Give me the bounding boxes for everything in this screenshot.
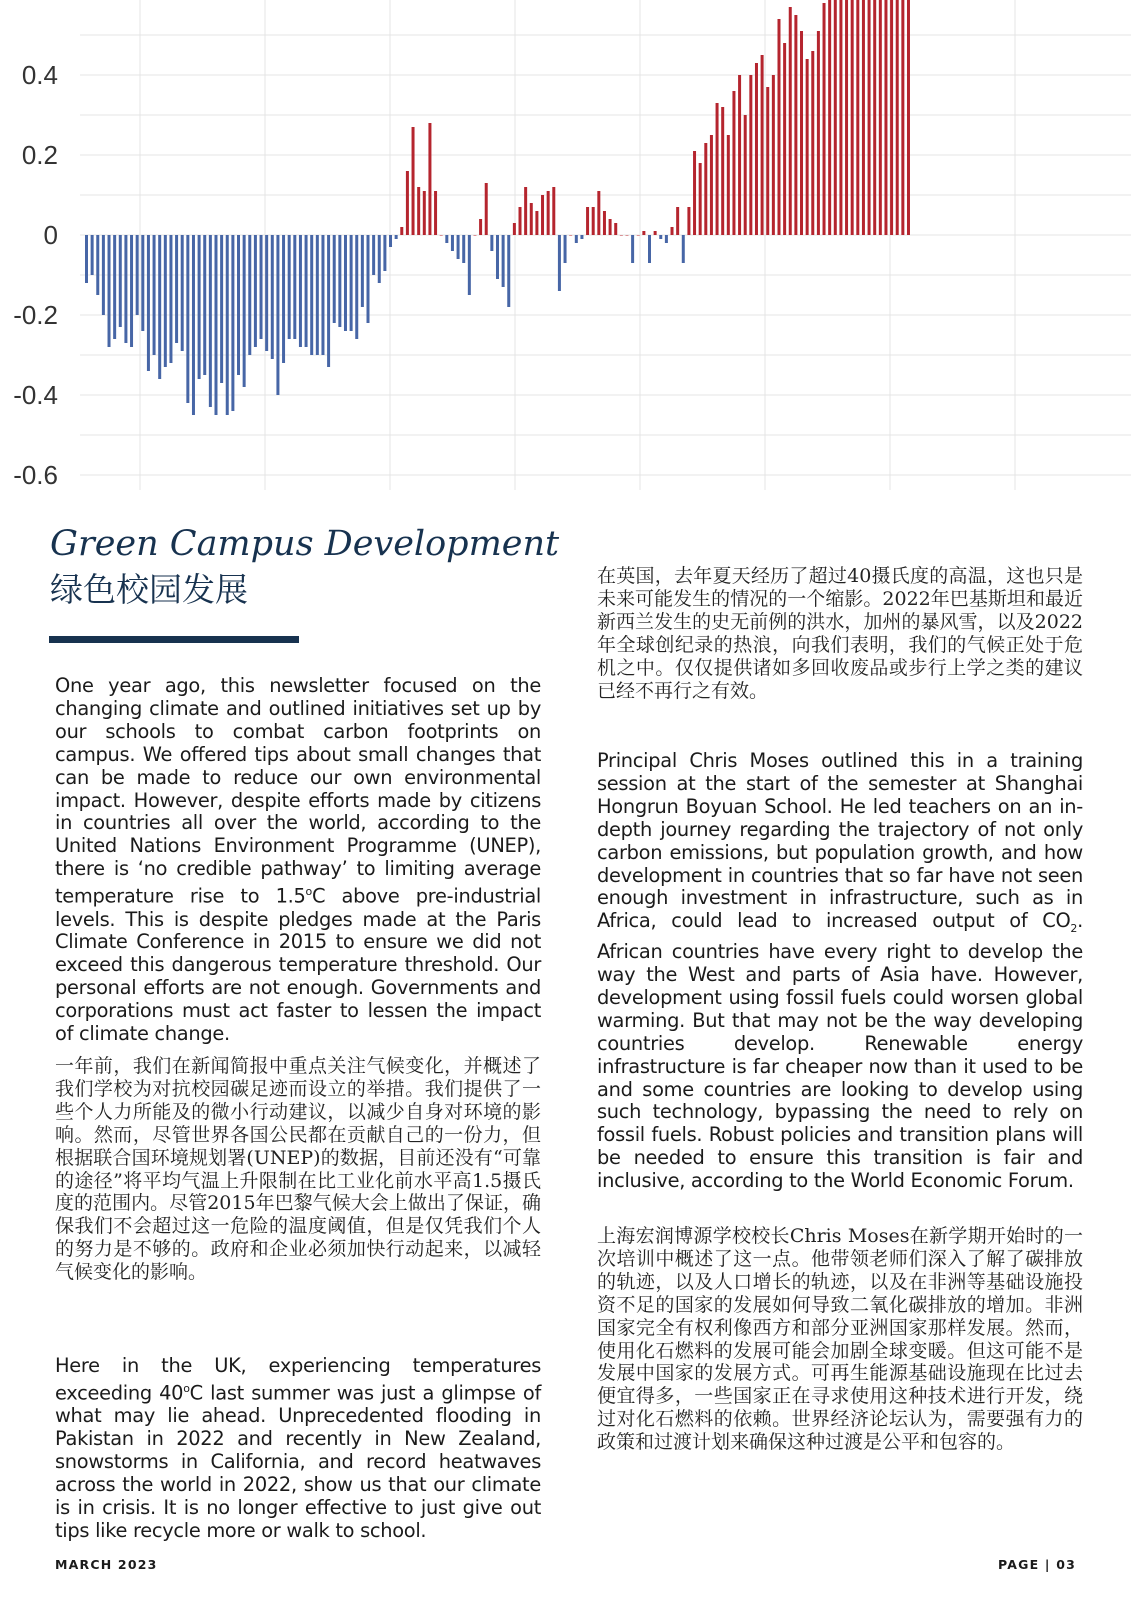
chart-bar xyxy=(198,235,201,379)
chart-bar xyxy=(141,235,144,331)
chart-bar xyxy=(310,235,313,355)
chart-bar xyxy=(823,3,826,235)
chart-bar xyxy=(648,235,651,263)
chart-bar xyxy=(96,235,99,295)
chart-bar xyxy=(710,135,713,235)
chart-bar xyxy=(654,231,657,235)
chart-bar xyxy=(395,235,398,239)
chart-bar xyxy=(761,55,764,235)
chart-bar xyxy=(147,235,150,371)
chart-bar xyxy=(108,235,111,347)
chart-bar xyxy=(192,235,195,415)
chart-bar xyxy=(186,235,189,403)
chart-bar xyxy=(293,235,296,339)
title-underline-divider xyxy=(49,636,299,643)
chart-bar xyxy=(372,235,375,275)
chart-bar xyxy=(845,0,848,235)
chart-bar xyxy=(130,235,133,347)
chart-bar xyxy=(231,235,234,411)
chart-bar xyxy=(631,235,634,263)
chart-bar xyxy=(473,235,476,236)
chart-bar xyxy=(755,63,758,235)
chart-bar xyxy=(434,191,437,235)
chart-bar xyxy=(153,235,156,355)
chart-bar xyxy=(817,31,820,235)
chart-bar xyxy=(738,75,741,235)
chart-bar xyxy=(884,0,887,235)
chart-bar xyxy=(136,235,139,315)
y-tick-label: 0.4 xyxy=(21,60,58,90)
chart-bar xyxy=(552,187,555,235)
chart-bar xyxy=(693,151,696,235)
chart-bar xyxy=(665,235,668,243)
chart-bar xyxy=(868,0,871,235)
chart-bar xyxy=(299,235,302,347)
chart-bar xyxy=(777,19,780,235)
chart-bar xyxy=(214,235,217,415)
chart-bar xyxy=(834,0,837,235)
chart-bar xyxy=(558,235,561,291)
chart-bar xyxy=(547,191,550,235)
paragraph-3-english: Principal Chris Moses outlined this in a training session at the start of the semester at Shanghai Hongrun Boyuan School. He led teachers on an in-depth journey regarding the trajectory of not only carbon emissions, but population growth, and how development in countries that so far have not seen enough investment in infrastructure, such as in Africa, could lead to increased output of $CO_2$. African countries have every right to develop the way the West and parts of Asia have. However, development using fossil fuels could worsen global warming. But that may not be the way developing countries develop. Renewable energy infrastructure is far cheaper now than it used to be and some countries are looking to develop using such technology, bypassing the need to rely on fossil fuels. Robust policies and transition plans will be needed to ensure this transition is fair and inclusive, according to the World Economic Forum. xyxy=(597,749,1083,1193)
chart-bar xyxy=(901,0,904,235)
chart-bar xyxy=(254,235,257,347)
chart-bar xyxy=(620,235,623,236)
chart-bar xyxy=(507,235,510,307)
chart-bar xyxy=(569,235,572,236)
y-tick-label: -0.4 xyxy=(13,380,58,410)
chart-bar xyxy=(890,0,893,235)
chart-bar xyxy=(355,235,358,339)
chart-bar xyxy=(614,223,617,235)
chart-bar xyxy=(749,75,752,235)
chart-bar xyxy=(642,231,645,235)
paragraph-1-chinese: 一年前，我们在新闻简报中重点关注气候变化，并概述了我们学校为对抗校园碳足迹而设立的举措。我们提供了一些个人力所能及的微小行动建议，以减少自身对环境的影响。然而，尽管世界各国公民都在贡献自己的一份力，但根据联合国环境规划署(UNEP)的数据，目前还没有“可靠的途径”将平均气温上升限制在比工业化前水平高1.5摄氏度的范围内。尽管2015年巴黎气候大会上做出了保证，确保我们不会超过这一危险的温度阈值，但是仅凭我们个人的努力是不够的。政府和企业必须加快行动起来，以减轻气候变化的影响。 xyxy=(55,1055,541,1284)
paragraph-3-chinese: 上海宏润博源学校校长Chris Moses在新学期开始时的一次培训中概述了这一点。他带领老师们深入了解了碳排放的轨迹，以及人口增长的轨迹，以及在非洲等基础设施投资不足的国家的发展如何导致二氧化碳排放的增加。非洲国家完全有权利像西方和部分亚洲国家那样发展。然而，使用化石燃料的发展可能会加剧全球变暖。但这可能不是发展中国家的发展方式。可再生能源基础设施现在比过去便宜得多，一些国家正在寻求使用这种技术进行开发，绕过对化石燃料的依赖。世界经济论坛认为，需要强有力的政策和过渡计划来确保这种过渡是公平和包容的。 xyxy=(597,1225,1083,1454)
chart-bar xyxy=(524,187,527,235)
chart-bar xyxy=(530,203,533,235)
chart-bar xyxy=(175,235,178,343)
chart-bar xyxy=(344,235,347,331)
chart-bar xyxy=(575,235,578,243)
chart-bar xyxy=(321,235,324,355)
y-tick-label: 0.2 xyxy=(21,140,58,170)
chart-bar xyxy=(316,235,319,355)
y-tick-label: -0.6 xyxy=(13,460,58,490)
chart-bar xyxy=(496,235,499,279)
chart-bar xyxy=(744,115,747,235)
chart-bar xyxy=(361,235,364,307)
chart-bar xyxy=(102,235,105,315)
chart-bar xyxy=(682,235,685,263)
chart-bar xyxy=(260,235,263,339)
chart-bar xyxy=(839,0,842,235)
chart-bar xyxy=(226,235,229,415)
paragraph-2-chinese: 在英国，去年夏天经历了超过40摄氏度的高温，这也只是未来可能发生的情况的一个缩影。2022年巴基斯坦和最近新西兰发生的史无前例的洪水，加州的暴风雪，以及2022年全球创纪录的热浪，向我们表明，我们的气候正处于危机之中。仅仅提供诸如多回收废品或步行上学之类的建议已经不再行之有效。 xyxy=(597,565,1083,702)
chart-bar xyxy=(873,0,876,235)
chart-bar xyxy=(586,207,589,235)
chart-bar xyxy=(440,235,443,236)
chart-bar xyxy=(305,235,308,347)
chart-bar xyxy=(338,235,341,327)
chart-bar xyxy=(378,235,381,283)
chart-bar xyxy=(209,235,212,407)
chart-bar xyxy=(541,195,544,235)
chart-bar xyxy=(592,207,595,235)
chart-bar xyxy=(389,235,392,247)
chart-bar xyxy=(794,15,797,235)
paragraph-1-english: One year ago, this newsletter focused on the changing climate and outlined initiatives set up by our schools to combat carbon footprints on campus. We offered tips about small changes that can be made to reduce our own environmental impact. However, despite efforts made by citizens in countries all over the world, according to the United Nations Environment Programme (UNEP), there is ‘no credible pathway’ to limiting average temperature rise to 1.5$^o$C above pre-industrial levels. This is despite pledges made at the Paris Climate Conference in 2015 to ensure we did not exceed this dangerous temperature threshold. Our personal efforts are not enough. Governments and corporations must act faster to lessen the impact of climate change. xyxy=(55,674,541,1046)
chart-bar xyxy=(383,235,386,271)
chart-bar xyxy=(699,163,702,235)
chart-bars xyxy=(85,0,910,415)
chart-bar xyxy=(856,0,859,235)
chart-bar xyxy=(727,135,730,235)
chart-bar xyxy=(220,235,223,383)
chart-bar xyxy=(659,235,662,239)
chart-bar xyxy=(783,43,786,235)
chart-bar xyxy=(485,183,488,235)
chart-bar xyxy=(119,235,122,327)
chart-bar xyxy=(91,235,94,275)
chart-bar xyxy=(732,91,735,235)
chart-bar xyxy=(609,219,612,235)
chart-bar xyxy=(457,235,460,259)
chart-bar xyxy=(597,191,600,235)
chart-bar xyxy=(603,211,606,235)
chart-bar xyxy=(766,87,769,235)
y-axis-tick-labels xyxy=(13,60,58,490)
chart-bar xyxy=(248,235,251,355)
chart-bar xyxy=(428,123,431,235)
chart-bar xyxy=(423,191,426,235)
chart-bar xyxy=(124,235,127,343)
chart-bar xyxy=(676,207,679,235)
chart-bar xyxy=(535,211,538,235)
chart-bar xyxy=(203,235,206,375)
chart-bar xyxy=(237,235,240,375)
paragraph-2-english: Here in the UK, experiencing temperatures exceeding 40$^o$C last summer was just a glimpse of what may lie ahead. Unprecedented flooding in Pakistan in 2022 and recently in New Zealand, snowstorms in California, and record heatwaves across the world in 2022, show us that our climate is in crisis. It is no longer effective to just give out tips like recycle more or walk to school. xyxy=(55,1354,541,1542)
chart-bar xyxy=(896,0,899,235)
chart-bar xyxy=(158,235,161,379)
chart-bar xyxy=(502,235,505,287)
chart-bar xyxy=(445,235,448,243)
article-title-english: Green Campus Development xyxy=(50,524,560,564)
chart-bar xyxy=(789,7,792,235)
chart-bar xyxy=(85,235,88,283)
chart-bar xyxy=(519,207,522,235)
chart-bar xyxy=(490,235,493,251)
y-tick-label: 0 xyxy=(43,220,58,250)
chart-bar xyxy=(350,235,353,331)
chart-bar xyxy=(564,235,567,263)
chart-bar xyxy=(625,235,628,236)
footer-date: MARCH 2023 xyxy=(55,1557,158,1572)
chart-bar xyxy=(288,235,291,339)
chart-bar xyxy=(282,235,285,363)
chart-bar xyxy=(704,143,707,235)
chart-bar xyxy=(637,235,640,236)
chart-bar xyxy=(243,235,246,387)
y-tick-label: -0.2 xyxy=(13,300,58,330)
chart-bar xyxy=(513,223,516,235)
chart-bar xyxy=(327,235,330,367)
chart-bar xyxy=(721,107,724,235)
chart-bar xyxy=(716,103,719,235)
chart-bar xyxy=(406,171,409,235)
chart-bar xyxy=(181,235,184,351)
chart-bar xyxy=(862,0,865,235)
chart-bar xyxy=(333,235,336,323)
temperature-anomaly-bar-chart xyxy=(0,0,1131,500)
chart-bar xyxy=(687,207,690,235)
chart-bar xyxy=(580,235,583,239)
chart-bar xyxy=(907,0,910,235)
chart-bar xyxy=(879,0,882,235)
chart-bar xyxy=(828,0,831,235)
chart-bar xyxy=(800,31,803,235)
chart-bar xyxy=(367,235,370,323)
chart-bar xyxy=(772,75,775,235)
chart-bar xyxy=(164,235,167,367)
chart-bar xyxy=(400,227,403,235)
chart-bar xyxy=(113,235,116,339)
chart-bar xyxy=(417,187,420,235)
chart-bar xyxy=(468,235,471,295)
chart-bar xyxy=(479,219,482,235)
chart-bar xyxy=(265,235,268,351)
chart-bar xyxy=(462,235,465,263)
chart-bar xyxy=(671,227,674,235)
footer-page-number: PAGE | 03 xyxy=(998,1557,1076,1572)
chart-bar xyxy=(276,235,279,395)
chart-bar xyxy=(811,51,814,235)
article-title-chinese: 绿色校园发展 xyxy=(50,570,248,609)
chart-bar xyxy=(851,0,854,235)
chart-bar xyxy=(271,235,274,359)
chart-bar xyxy=(412,127,415,235)
chart-bar xyxy=(169,235,172,363)
chart-bar xyxy=(806,59,809,235)
chart-bar xyxy=(451,235,454,251)
